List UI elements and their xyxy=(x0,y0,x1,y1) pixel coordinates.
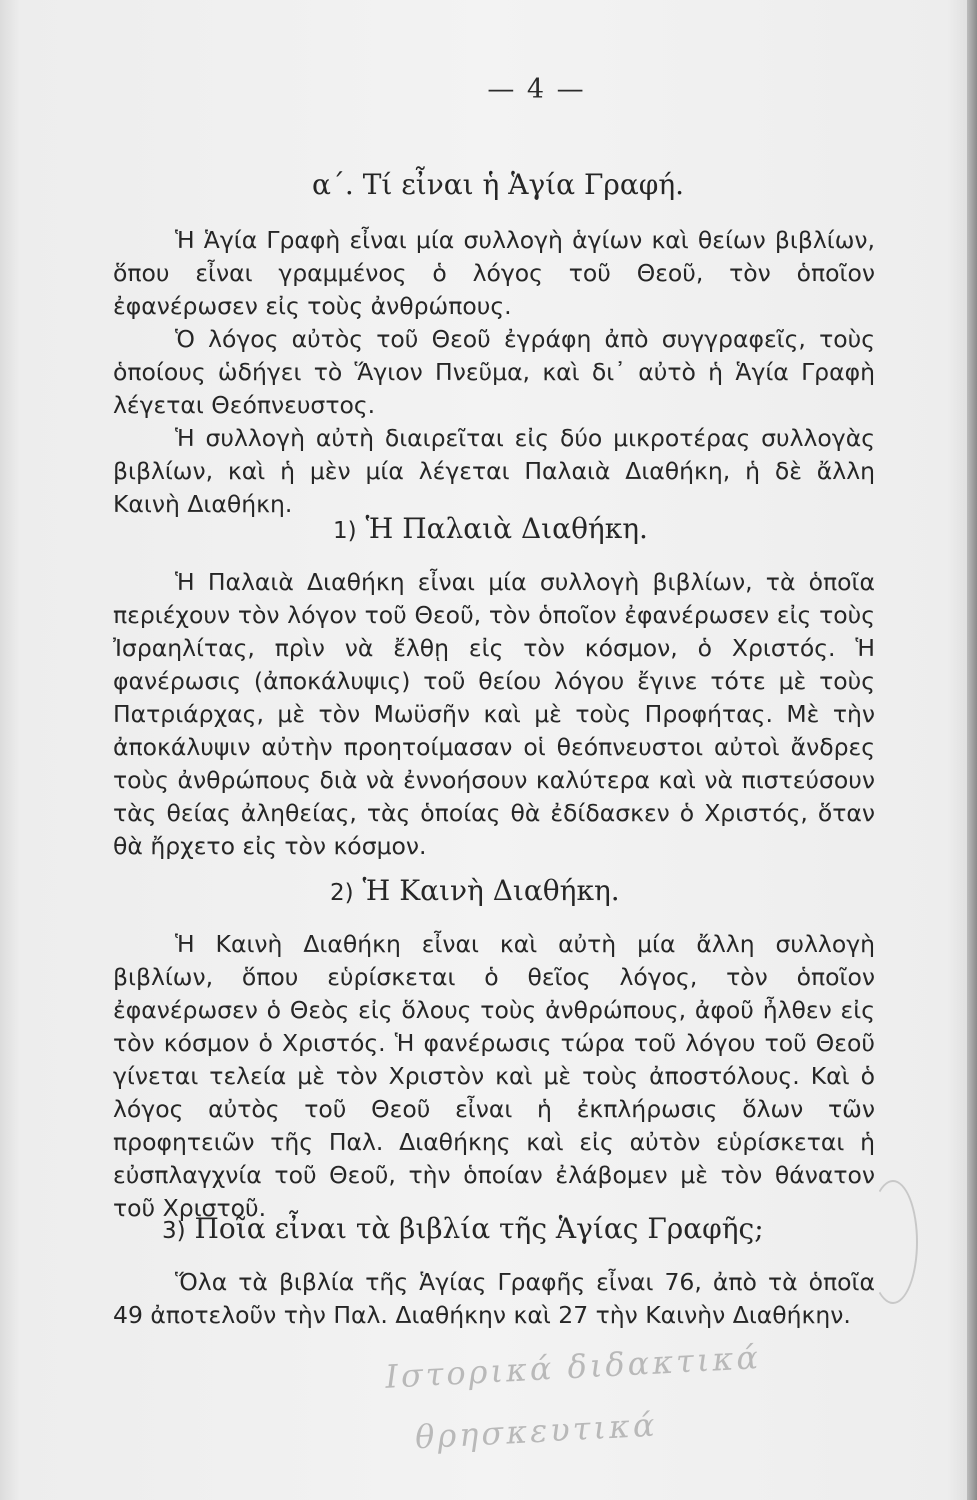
section-1-number: 1) xyxy=(333,518,357,544)
section-3-body xyxy=(113,1266,875,1332)
section-2-body xyxy=(113,928,875,1225)
section-a-paragraph-2: Ὁ λόγος αὐτὸς τοῦ Θεοῦ ἐγράφη ἀπὸ συγγραφεῖς, τοὺς ὁποίους ὡδήγει τὸ Ἅγιον Πνεῦμα, καὶ δι᾽ αὐτὸ ἡ Ἁγία Γραφὴ λέγεται Θεόπνευστος. xyxy=(113,325,875,419)
pencil-bracket-mark xyxy=(868,1180,918,1304)
section-3-heading xyxy=(162,1212,764,1245)
section-3-number: 3) xyxy=(162,1218,186,1244)
handwritten-note-line-1: Ιστορικά διδακτικά xyxy=(384,1338,762,1396)
section-3-title: Ποῖα εἶναι τὰ βιβλία τῆς Ἁγίας Γραφῆς; xyxy=(194,1212,764,1245)
section-a-heading: α΄. Τί εἶναι ἡ Ἁγία Γραφή. xyxy=(312,168,685,201)
page-number: — 4 — xyxy=(487,74,586,105)
section-2-heading xyxy=(330,874,620,907)
section-1-title: Ἡ Παλαιὰ Διαθήκη. xyxy=(365,512,648,545)
section-2-number: 2) xyxy=(330,880,354,906)
section-2-paragraph: Ἡ Καινὴ Διαθήκη εἶναι καὶ αὐτὴ μία ἄλλη συλλογὴ βιβλίων, ὅπου εὑρίσκεται ὁ θεῖος λόγος, τὸν ὁποῖον ἐφανέρωσεν ὁ Θεὸς εἰς ὅλους τοὺς ἀνθρώπους, ἀφοῦ ἦλθεν εἰς τὸν κόσμον ὁ Χριστός. Ἡ φανέρωσις τώρα τοῦ λόγου τοῦ Θεοῦ γίνεται τελεία μὲ τὸν Χριστὸν καὶ μὲ τοὺς ἀποστόλους. Καὶ ὁ λόγος αὐτὸς τοῦ Θεοῦ εἶναι ἡ ἐκπλήρωσις ὅλων τῶν προφητειῶν τῆς Παλ. Διαθήκης καὶ εἰς αὐτὸν εὑρίσκεται ἡ εὐσπλαγχνία τοῦ Θεοῦ, τὴν ὁποίαν ἐλάβομεν μὲ τὸν θάνατον τοῦ Χριστοῦ. xyxy=(113,930,875,1222)
section-1-body xyxy=(113,566,875,863)
section-1-heading xyxy=(333,512,648,545)
binding-edge xyxy=(967,0,977,1500)
section-2-title: Ἡ Καινὴ Διαθήκη. xyxy=(362,874,620,907)
section-a-body xyxy=(113,224,875,521)
section-a-paragraph-3: Ἡ συλλογὴ αὐτὴ διαιρεῖται εἰς δύο μικροτέρας συλλογὰς βιβλίων, καὶ ἡ μὲν μία λέγεται Παλαιὰ Διαθήκη, ἡ δὲ ἄλλη Καινὴ Διαθήκη. xyxy=(113,424,875,518)
handwritten-note-line-2: θρησκευτικά xyxy=(414,1405,659,1457)
section-a-paragraph-1: Ἡ Ἁγία Γραφὴ εἶναι μία συλλογὴ ἁγίων καὶ θείων βιβλίων, ὅπου εἶναι γραμμένος ὁ λόγος τοῦ Θεοῦ, τὸν ὁποῖον ἐφανέρωσεν εἰς τοὺς ἀνθρώπους. xyxy=(113,226,875,320)
section-1-paragraph: Ἡ Παλαιὰ Διαθήκη εἶναι μία συλλογὴ βιβλίων, τὰ ὁποῖα περιέχουν τὸν λόγον τοῦ Θεοῦ, τὸν ὁποῖον ἐφανέρωσεν εἰς τοὺς Ἰσραηλίτας, πρὶν νὰ ἔλθῃ εἰς τὸν κόσμον, ὁ Χριστός. Ἡ φανέρωσις (ἀποκάλυψις) τοῦ θείου λόγου ἔγινε τότε μὲ τοὺς Πατριάρχας, μὲ τὸν Μωϋσῆν καὶ μὲ τοὺς Προφήτας. Μὲ τὴν ἀποκάλυψιν αὐτὴν προητοίμασαν οἱ θεόπνευστοι αὐτοὶ ἄνδρες τοὺς ἀνθρώπους διὰ νὰ ἐννοήσουν καλύτερα καὶ νὰ πιστεύσουν τὰς θείας ἀληθείας, τὰς ὁποίας θὰ ἐδίδασκεν ὁ Χριστός, ὅταν θὰ ἤρχετο εἰς τὸν κόσμον. xyxy=(113,568,875,860)
section-3-paragraph: Ὅλα τὰ βιβλία τῆς Ἁγίας Γραφῆς εἶναι 76, ἀπὸ τὰ ὁποῖα 49 ἀποτελοῦν τὴν Παλ. Διαθήκην καὶ 27 τὴν Καινὴν Διαθήκην. xyxy=(113,1268,875,1329)
